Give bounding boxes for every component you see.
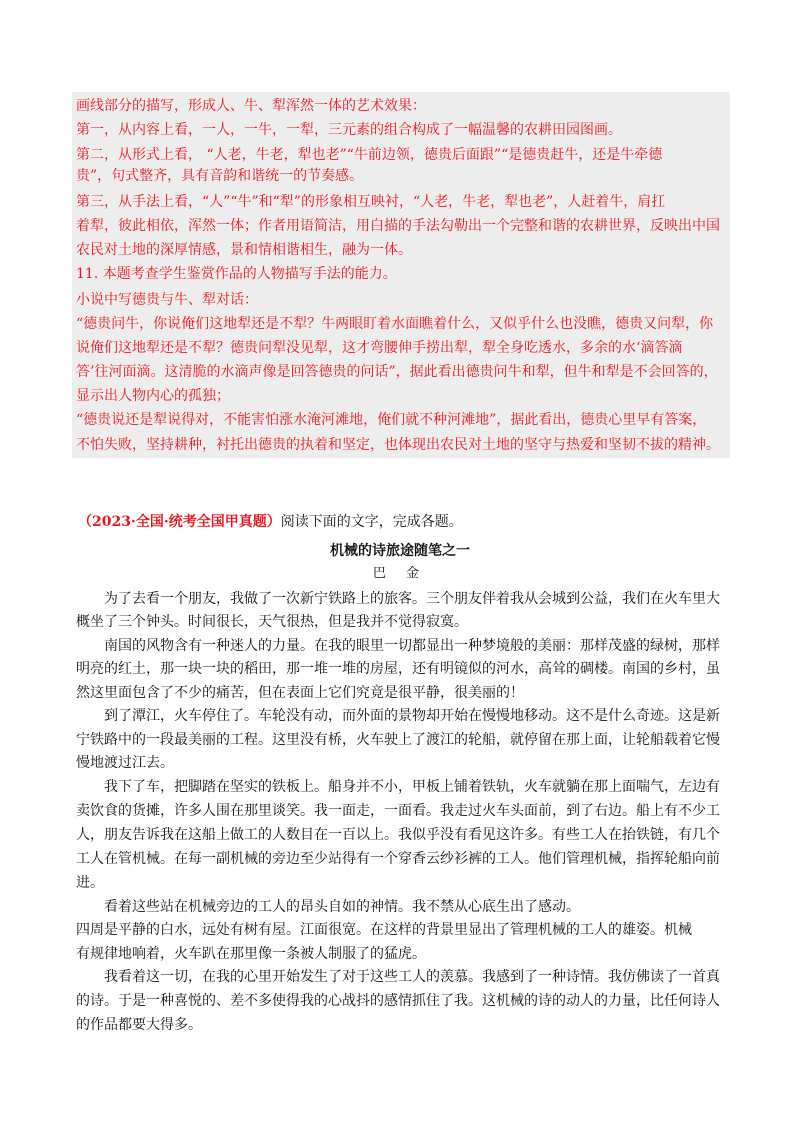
article-line: 我看着这一切，在我的心里开始发生了对于这些工人的羡慕。我感到了一种诗情。我仿佛读了一首真: [104, 969, 720, 985]
answer-line: 贵”，句式整齐，具有音韵和谐统一的节奏感。: [76, 168, 364, 184]
article-line: 卖饮食的货摊，许多人围在那里谈笑。我一面走，一面看。我走过火车头面前，到了右边。船上有不少工: [76, 803, 720, 819]
answer-line: 不怕失败，坚持耕种，衬托出德贵的执着和坚定，也体现出农民对土地的坚守与热爱和坚韧不拔的精神。: [76, 437, 720, 453]
answer-line: 小说中写德贵与牛、犁对话：: [76, 292, 258, 308]
article-line: 的作品都要大得多。: [76, 1017, 202, 1033]
article-line: 为了去看一个朋友，我做了一次新宁铁路上的旅客。三个朋友伴着我从会城到公益，我们在火车里大: [104, 591, 720, 607]
article-line: 南国的风物含有一种迷人的力量。在我的眼里一切都显出一种梦境般的美丽：那样茂盛的绿树，那样: [104, 638, 720, 654]
article-title: 机械的诗旅途随笔之一: [330, 543, 470, 559]
article-line: 工人在管机械。在每一副机械的旁边至少站得有一个穿香云纱衫裤的工人。他们管理机械，指挥轮船向前: [76, 851, 720, 867]
answer-line: 第二，从形式上看， “人老，牛老，犁也老”“牛前边领，德贵后面跟”“是德贵赶牛，还是牛牵德: [76, 147, 663, 163]
answer-line: 第三，从手法上看，“人”“牛”和“犁”的形象相互映衬，“人老，牛老，犁也老”，人赶着牛，肩扛: [76, 194, 666, 210]
answer-line: 着犁，彼此相依，浑然一体；作者用语简洁，用白描的手法勾勒出一个完整和谐的农耕世界，反映出中国: [76, 218, 720, 234]
article-line: 然这里面包含了不少的痛苦，但在表面上它们究竟是很平静，很美丽的！: [76, 685, 524, 701]
answer-line: 画线部分的描写，形成人、牛、犁浑然一体的艺术效果：: [76, 98, 426, 114]
question-instruction: 阅读下面的文字，完成各题。: [280, 514, 463, 530]
article-line: 概坐了三个钟头。时间很长，天气很热，但是我并不觉得寂寞。: [76, 614, 468, 630]
article-author: 巴 金: [372, 566, 428, 581]
article-line: 有规律地响着，火车趴在那里像一条被人制服了的猛虎。: [76, 946, 426, 962]
answer-line: 答’往河面滴。这清脆的水滴声像是回答德贵的问话”，据此看出德贵问牛和犁，但牛和犁是不会回答的，: [76, 364, 718, 380]
question-source: （2023·全国·统考全国甲真题）: [78, 514, 281, 530]
answer-line: 第一，从内容上看，一人，一牛，一犁，三元素的组合构成了一幅温馨的农耕田园图画。: [76, 122, 622, 138]
article-line: 宁铁路中的一段最美丽的工程。这里没有桥，火车驶上了渡江的轮船，就停留在那上面，让轮船载着它慢: [76, 732, 720, 748]
answer-line: 农民对土地的深厚情感，景和情相谐相生，融为一体。: [76, 242, 412, 258]
article-line: 看着这些站在机械旁边的工人的昂头自如的神情。我不禁从心底生出了感动。: [104, 899, 580, 915]
article-line: 慢地渡过江去。: [76, 755, 174, 771]
answer-line: “德贵说还是犁说得对，不能害怕涨水淹河滩地，俺们就不种河滩地”，据此看出，德贵心里早有答案，: [76, 412, 707, 428]
article-line: 进。: [76, 875, 104, 891]
article-line: 人，朋友告诉我在这船上做工的人数目在一百以上。我似乎没有看见这许多。有些工人在抬铁链，有几个: [76, 827, 720, 843]
answer-line: “德贵问牛，你说俺们这地犁还是不犁？牛两眼盯着水面瞧着什么，又似乎什么也没瞧，德贵又问犁，你: [76, 316, 714, 332]
answer-line: 显示出人物内心的孤独；: [76, 388, 230, 404]
article-line: 到了潭江，火车停住了。车轮没有动，而外面的景物却开始在慢慢地移动。这不是什么奇迹。这是新: [104, 708, 720, 724]
answer-line: 说俺们这地犁还是不犁？德贵问犁没见犁，这才弯腰伸手捞出犁，犁全身吃透水，多余的水‘滴答滴: [76, 340, 683, 356]
article-line: 的诗。于是一种喜悦的、差不多使得我的心战抖的感情抓住了我。这机械的诗的动人的力量，比任何诗人: [76, 993, 720, 1009]
question-header: [78, 512, 463, 532]
article-line: 四周是平静的白水，远处有树有屋。江面很宽。在这样的背景里显出了管理机械的工人的雄姿。机械: [76, 922, 692, 938]
article-line: 明亮的红土，那一块一块的稻田，那一堆一堆的房屋，还有明镜似的河水，高耸的碉楼。南国的乡村，虽: [76, 661, 720, 677]
answer-line: 11. 本题考查学生鉴赏作品的人物描写手法的能力。: [76, 266, 397, 282]
article-line: 我下了车，把脚踏在坚实的铁板上。船身并不小，甲板上铺着铁轨，火车就躺在那上面喘气，左边有: [104, 779, 720, 795]
